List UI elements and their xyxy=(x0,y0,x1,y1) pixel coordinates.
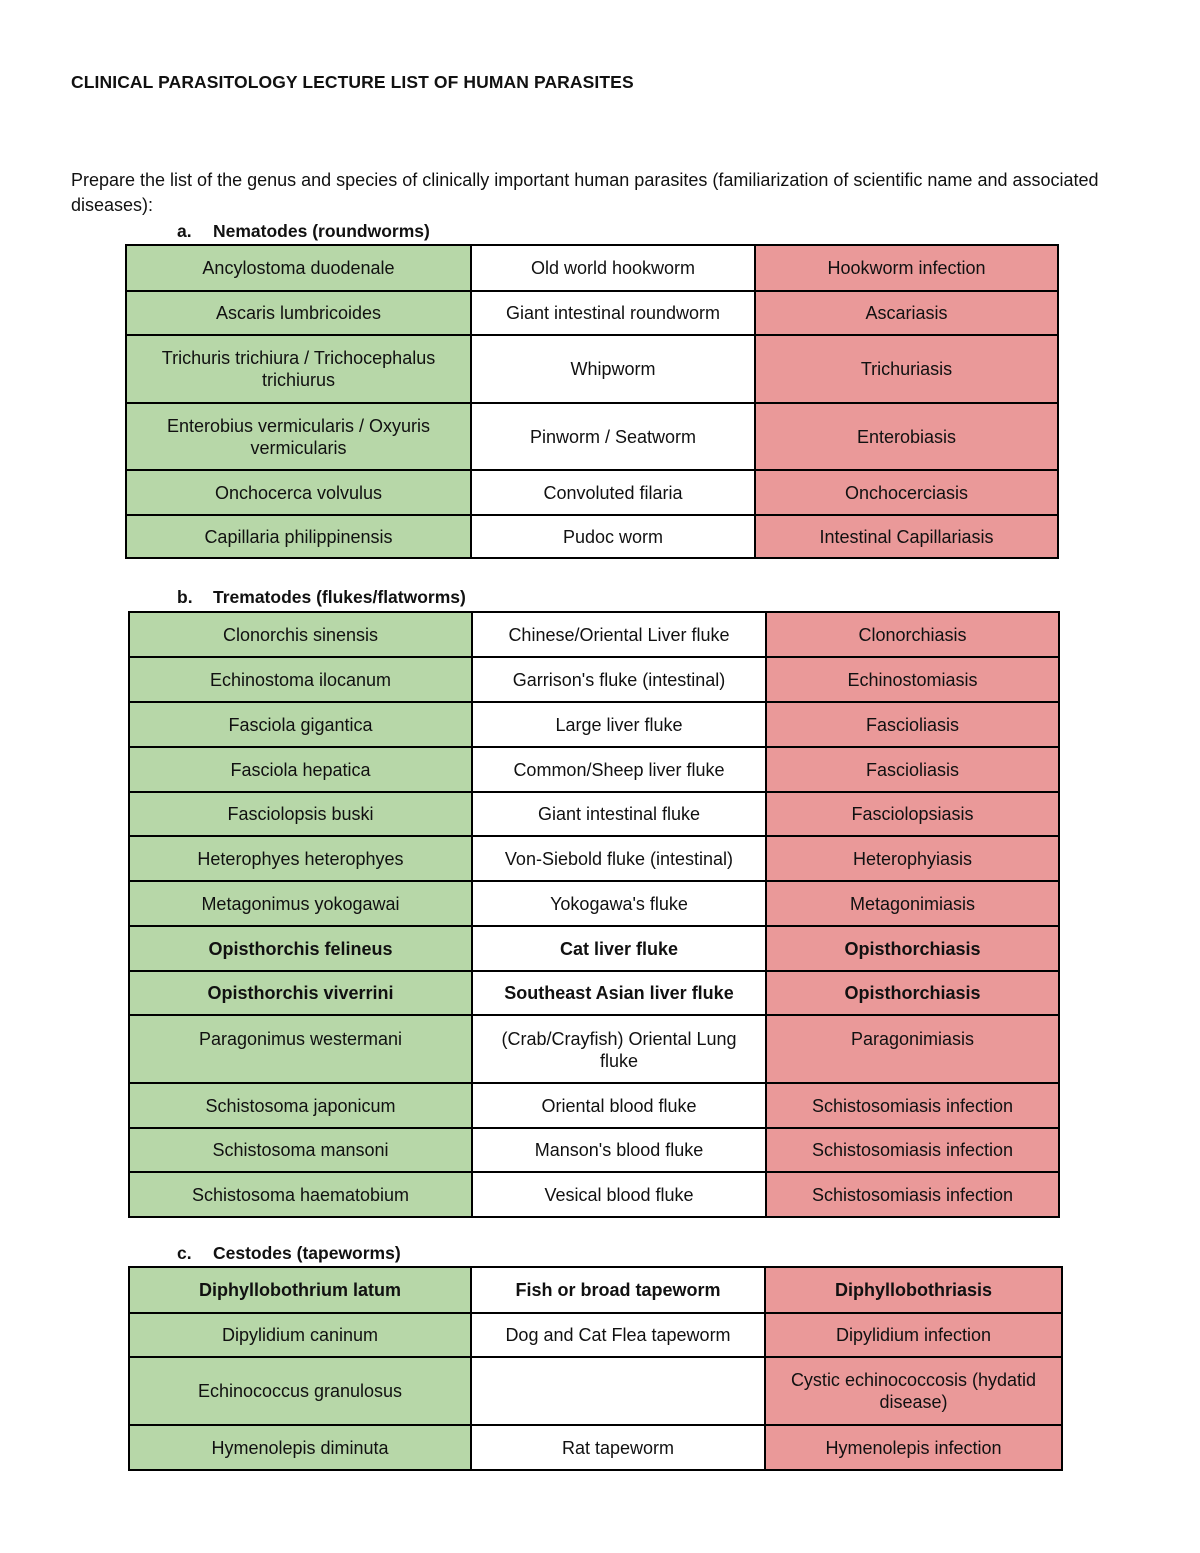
common-name-cell: Cat liver fluke xyxy=(472,926,766,971)
common-name-cell: Common/Sheep liver fluke xyxy=(472,747,766,792)
table-row xyxy=(129,612,1059,657)
species-cell: Onchocerca volvulus xyxy=(126,470,471,515)
cestodes-table xyxy=(128,1266,1063,1471)
common-name-cell: Dog and Cat Flea tapeworm xyxy=(471,1313,765,1357)
species-cell: Fasciola hepatica xyxy=(129,747,472,792)
disease-cell: Diphyllobothriasis xyxy=(765,1267,1062,1313)
disease-cell: Paragonimiasis xyxy=(766,1015,1059,1083)
table-row xyxy=(129,1357,1062,1425)
disease-cell: Trichuriasis xyxy=(755,335,1058,403)
species-cell: Capillaria philippinensis xyxy=(126,515,471,558)
common-name-cell: Fish or broad tapeworm xyxy=(471,1267,765,1313)
common-name-cell: Convoluted filaria xyxy=(471,470,755,515)
common-name-cell: Oriental blood fluke xyxy=(472,1083,766,1128)
species-cell: Ascaris lumbricoides xyxy=(126,291,471,335)
nematodes-table xyxy=(125,244,1059,559)
species-cell: Dipylidium caninum xyxy=(129,1313,471,1357)
table-row xyxy=(129,747,1059,792)
disease-cell: Schistosomiasis infection xyxy=(766,1083,1059,1128)
species-cell: Echinococcus granulosus xyxy=(129,1357,471,1425)
common-name-cell xyxy=(471,1357,765,1425)
disease-cell: Intestinal Capillariasis xyxy=(755,515,1058,558)
section-letter: b. xyxy=(177,587,193,607)
disease-cell: Opisthorchiasis xyxy=(766,971,1059,1015)
common-name-cell: Von-Siebold fluke (intestinal) xyxy=(472,836,766,881)
section-title: Trematodes (flukes/flatworms) xyxy=(213,587,466,607)
table-row xyxy=(129,1083,1059,1128)
disease-cell: Schistosomiasis infection xyxy=(766,1128,1059,1172)
disease-cell: Fasciolopsiasis xyxy=(766,792,1059,836)
page-title: CLINICAL PARASITOLOGY LECTURE LIST OF HUMAN PARASITES xyxy=(71,72,634,92)
section-heading-nematodes xyxy=(177,221,430,242)
table-row xyxy=(129,1267,1062,1313)
table-row xyxy=(126,335,1058,403)
disease-cell: Echinostomiasis xyxy=(766,657,1059,702)
species-cell: Metagonimus yokogawai xyxy=(129,881,472,926)
table-row xyxy=(129,971,1059,1015)
common-name-cell: Pudoc worm xyxy=(471,515,755,558)
table-row xyxy=(129,1172,1059,1217)
disease-cell: Hookworm infection xyxy=(755,245,1058,291)
species-cell: Ancylostoma duodenale xyxy=(126,245,471,291)
table-row xyxy=(126,403,1058,470)
common-name-cell: Pinworm / Seatworm xyxy=(471,403,755,470)
disease-cell: Fascioliasis xyxy=(766,747,1059,792)
species-cell: Enterobius vermicularis / Oxyuris vermicularis xyxy=(126,403,471,470)
common-name-cell: Manson's blood fluke xyxy=(472,1128,766,1172)
table-row xyxy=(129,1015,1059,1083)
common-name-cell: Giant intestinal fluke xyxy=(472,792,766,836)
section-title: Nematodes (roundworms) xyxy=(213,221,430,241)
common-name-cell: Southeast Asian liver fluke xyxy=(472,971,766,1015)
table-row xyxy=(129,1425,1062,1470)
species-cell: Clonorchis sinensis xyxy=(129,612,472,657)
species-cell: Schistosoma haematobium xyxy=(129,1172,472,1217)
species-cell: Opisthorchis felineus xyxy=(129,926,472,971)
disease-cell: Schistosomiasis infection xyxy=(766,1172,1059,1217)
disease-cell: Ascariasis xyxy=(755,291,1058,335)
section-heading-cestodes xyxy=(177,1243,401,1264)
common-name-cell: Rat tapeworm xyxy=(471,1425,765,1470)
species-cell: Hymenolepis diminuta xyxy=(129,1425,471,1470)
section-title: Cestodes (tapeworms) xyxy=(213,1243,401,1263)
disease-cell: Metagonimiasis xyxy=(766,881,1059,926)
species-cell: Schistosoma mansoni xyxy=(129,1128,472,1172)
species-cell: Paragonimus westermani xyxy=(129,1015,472,1083)
disease-cell: Onchocerciasis xyxy=(755,470,1058,515)
species-cell: Fasciolopsis buski xyxy=(129,792,472,836)
disease-cell: Fascioliasis xyxy=(766,702,1059,747)
species-cell: Heterophyes heterophyes xyxy=(129,836,472,881)
table-row xyxy=(129,836,1059,881)
disease-cell: Enterobiasis xyxy=(755,403,1058,470)
disease-cell: Clonorchiasis xyxy=(766,612,1059,657)
table-row xyxy=(126,515,1058,558)
species-cell: Schistosoma japonicum xyxy=(129,1083,472,1128)
common-name-cell: Yokogawa's fluke xyxy=(472,881,766,926)
section-heading-trematodes xyxy=(177,587,466,608)
table-row xyxy=(129,702,1059,747)
disease-cell: Heterophyiasis xyxy=(766,836,1059,881)
table-row xyxy=(129,1128,1059,1172)
disease-cell: Hymenolepis infection xyxy=(765,1425,1062,1470)
species-cell: Trichuris trichiura / Trichocephalus trichiurus xyxy=(126,335,471,403)
table-row xyxy=(126,291,1058,335)
disease-cell: Cystic echinococcosis (hydatid disease) xyxy=(765,1357,1062,1425)
common-name-cell: Vesical blood fluke xyxy=(472,1172,766,1217)
table-row xyxy=(129,792,1059,836)
disease-cell: Dipylidium infection xyxy=(765,1313,1062,1357)
common-name-cell: Giant intestinal roundworm xyxy=(471,291,755,335)
table-row xyxy=(129,926,1059,971)
trematodes-table xyxy=(128,611,1060,1218)
table-row xyxy=(129,881,1059,926)
common-name-cell: Old world hookworm xyxy=(471,245,755,291)
species-cell: Fasciola gigantica xyxy=(129,702,472,747)
disease-cell: Opisthorchiasis xyxy=(766,926,1059,971)
common-name-cell: (Crab/Crayfish) Oriental Lung fluke xyxy=(472,1015,766,1083)
common-name-cell: Large liver fluke xyxy=(472,702,766,747)
section-letter: a. xyxy=(177,221,192,241)
table-row xyxy=(129,657,1059,702)
section-letter: c. xyxy=(177,1243,192,1263)
common-name-cell: Chinese/Oriental Liver fluke xyxy=(472,612,766,657)
species-cell: Diphyllobothrium latum xyxy=(129,1267,471,1313)
table-row xyxy=(129,1313,1062,1357)
common-name-cell: Whipworm xyxy=(471,335,755,403)
table-row xyxy=(126,245,1058,291)
intro-paragraph: Prepare the list of the genus and species of clinically important human parasites (familiarization of scientific name and associated diseases): xyxy=(71,170,1099,215)
table-row xyxy=(126,470,1058,515)
species-cell: Opisthorchis viverrini xyxy=(129,971,472,1015)
species-cell: Echinostoma ilocanum xyxy=(129,657,472,702)
common-name-cell: Garrison's fluke (intestinal) xyxy=(472,657,766,702)
